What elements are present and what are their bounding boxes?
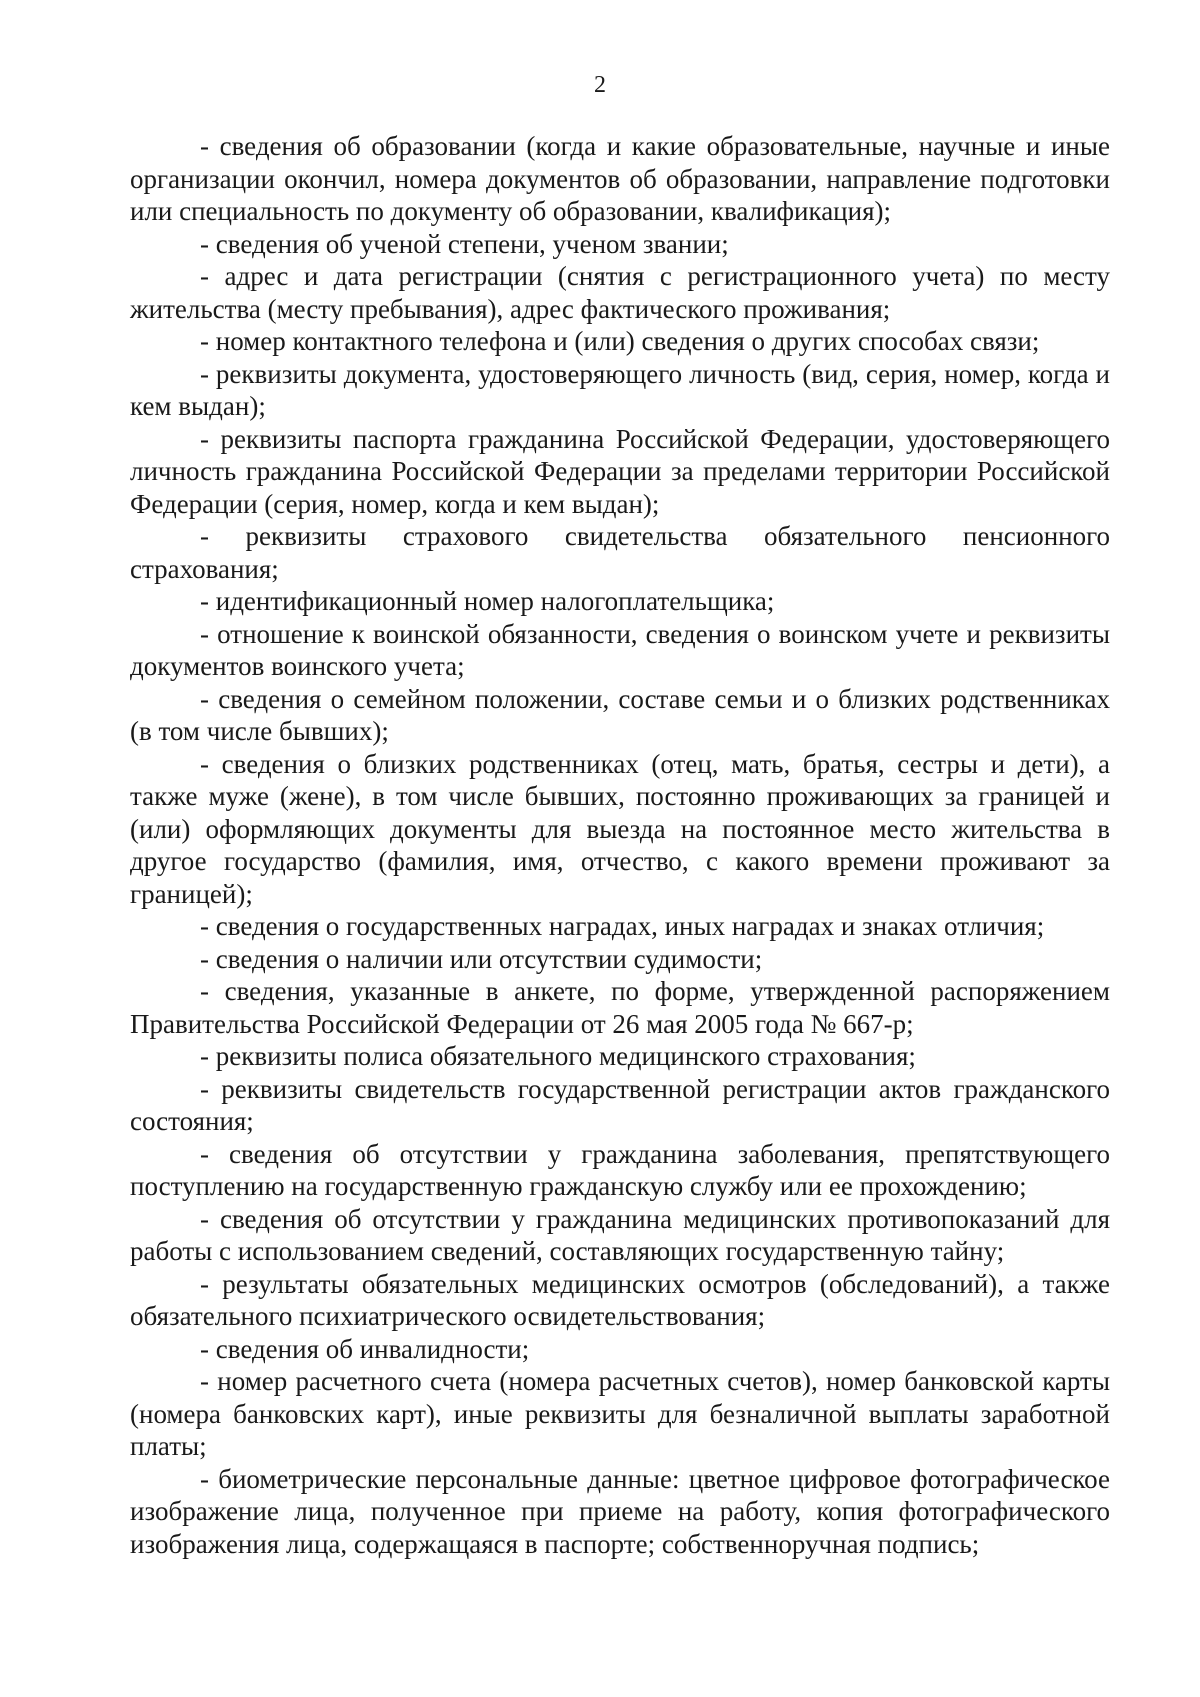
list-item: - отношение к воинской обязанности, сведения о воинском учете и реквизиты документов воинского учета; bbox=[130, 618, 1110, 681]
list-item: - результаты обязательных медицинских осмотров (обследований), а также обязательного психиатрического освидетельствования; bbox=[130, 1268, 1110, 1331]
page-number: 2 bbox=[594, 72, 606, 98]
list-item: - сведения о наличии или отсутствии судимости; bbox=[200, 943, 763, 974]
list-item: - сведения, указанные в анкете, по форме, утвержденной распоряжением Правительства Российской Федерации от 26 мая 2005 года № 667-р; bbox=[130, 976, 1110, 1039]
list-item: - реквизиты полиса обязательного медицинского страхования; bbox=[200, 1041, 916, 1071]
list-item: - реквизиты свидетельств государственной регистрации актов гражданского состояния; bbox=[130, 1073, 1110, 1136]
list-item: - сведения о семейном положении, составе семьи и о близких родственниках (в том числе бывших); bbox=[130, 683, 1110, 746]
document-body bbox=[130, 130, 1110, 1560]
list-item: - сведения об отсутствии у гражданина медицинских противопоказаний для работы с использованием сведений, составляющих государственную тайну; bbox=[130, 1203, 1110, 1266]
list-item: - адрес и дата регистрации (снятия с регистрационного учета) по месту жительства (месту пребывания), адрес фактического проживания; bbox=[130, 261, 1110, 324]
list-item: - сведения об ученой степени, ученом звании; bbox=[200, 228, 729, 259]
list-item: - реквизиты страхового свидетельства обязательного пенсионного страхования; bbox=[130, 521, 1110, 584]
list-item: - реквизиты паспорта гражданина Российской Федерации, удостоверяющего личность гражданина Российской Федерации за пределами территории Российской Федерации (серия, номер, когда и кем выдан); bbox=[130, 423, 1110, 519]
list-item: - биометрические персональные данные: цветное цифровое фотографическое изображение лица, полученное при приеме на работу, копия фотографического изображения лица, содержащаяся в паспорте; собственноручная подпись; bbox=[130, 1463, 1110, 1559]
list-item: - сведения о близких родственниках (отец, мать, братья, сестры и дети), а также муже (жене), в том числе бывших, постоянно проживающих за границей и (или) оформляющих документы для выезда на постоянное место жительства в другое государство (фамилия, имя, отчество, с какого времени проживают за границей); bbox=[130, 748, 1110, 909]
list-item: - сведения об образовании (когда и какие образовательные, научные и иные организации окончил, номера документов об образовании, направление подготовки или специальность по документу об образовании, квалификация); bbox=[130, 131, 1110, 226]
list-item: - сведения о государственных наградах, иных наградах и знаках отличия; bbox=[200, 911, 1045, 941]
list-item: - сведения об инвалидности; bbox=[200, 1333, 530, 1364]
list-item: - идентификационный номер налогоплательщика; bbox=[200, 586, 775, 616]
list-item: - номер расчетного счета (номера расчетных счетов), номер банковской карты (номера банковских карт), иные реквизиты для безналичной выплаты заработной платы; bbox=[130, 1366, 1110, 1461]
list-item: - сведения об отсутствии у гражданина заболевания, препятствующего поступлению на государственную гражданскую службу или ее прохождению; bbox=[130, 1138, 1110, 1201]
list-item: - номер контактного телефона и (или) сведения о других способах связи; bbox=[200, 326, 1040, 356]
list-item: - реквизиты документа, удостоверяющего личность (вид, серия, номер, когда и кем выдан); bbox=[130, 358, 1110, 421]
